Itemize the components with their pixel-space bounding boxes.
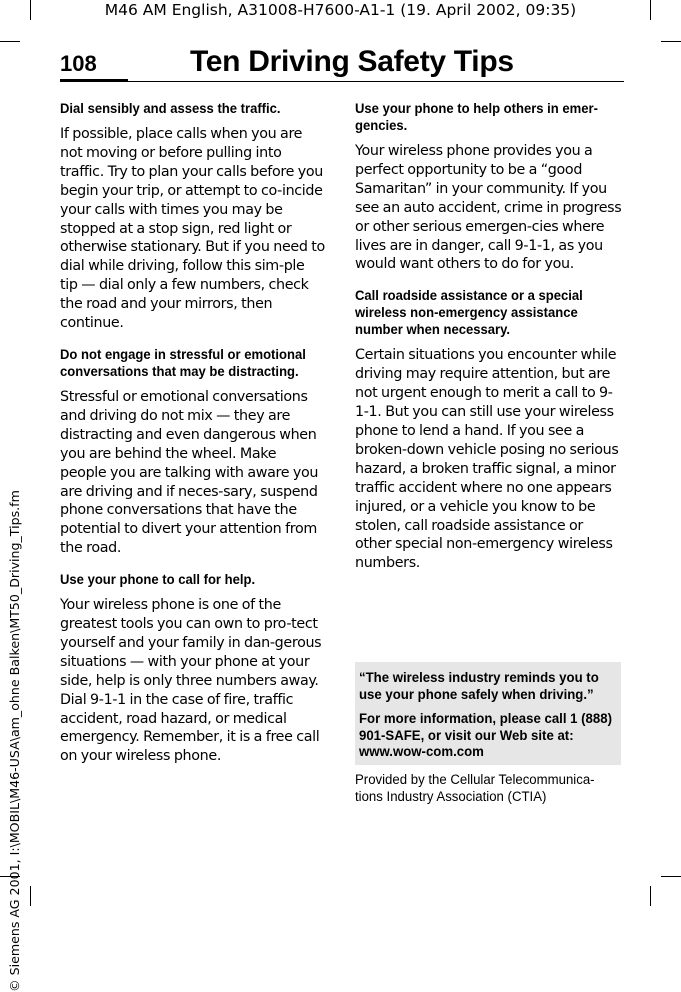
page-number-underline: [60, 79, 128, 82]
tip-section: [60, 572, 325, 766]
safety-reminder-box: [355, 662, 621, 765]
safety-reminder-quote: “The wireless industry reminds you to use your phone safely when driving.”: [359, 670, 599, 703]
title-rule: [128, 81, 624, 82]
document-info-header: M46 AM English, A31008-H7600-A1-1 (19. April 2002, 09:35): [104, 1, 577, 19]
tip-body: Your wireless phone provides you a perfect opportunity to be a “good Samaritan” in your community. If you see an auto accident, crime in progress or other serious emergen-cies where lives are in danger, call 9-1-1, as you would want others to do for you.: [355, 143, 622, 273]
crop-mark-top-left-h: [0, 41, 20, 42]
page-title: Ten Driving Safety Tips: [190, 45, 514, 78]
safety-info-contact: For more information, please call 1 (888) 901-SAFE, or visit our Web site at: www.wow-com.com: [359, 711, 612, 760]
crop-mark-bottom-right-h: [661, 876, 681, 877]
tip-section: [60, 347, 325, 558]
tip-body: If possible, place calls when you are not moving or before pulling into traffic. Try to plan your calls before you begin your trip, or attempt to co-incide your calls with times you may be stopped at a stop sign, red light or otherwise stationary. But if you need to dial while driving, follow this sim-ple tip — dial only a few numbers, check the road and your mirrors, then continue.: [60, 126, 325, 332]
ctia-credit: Provided by the Cellular Telecommunica-tions Industry Association (CTIA): [355, 772, 595, 805]
crop-mark-top-right-h: [661, 41, 681, 42]
crop-mark-bottom-right-v: [650, 886, 651, 906]
tip-heading: Use your phone to help others in emer-gencies.: [355, 101, 598, 134]
safety-reminder-content: [355, 662, 621, 761]
left-column: [60, 101, 325, 780]
tip-section: [355, 288, 622, 573]
tip-heading: Do not engage in stressful or emotional conversations that may be distracting.: [60, 346, 306, 380]
page-number: 108: [60, 51, 97, 76]
crop-mark-bottom-left-v: [30, 886, 31, 906]
copyright-path-note: © Siemens AG 2001, I:\MOBIL\M46-USA\am_ohne Balken\MT50_Driving_Tips.fm: [7, 490, 22, 992]
tip-heading: Use your phone to call for help.: [60, 572, 256, 589]
tip-body: Stressful or emotional conversations and driving do not mix — they are distracting and even dangerous when you are behind the wheel. Make people you are talking with aware you are driving and if neces-sary, suspend phone conversations that have the potential to divert your attention from the road.: [60, 388, 319, 557]
right-column: [355, 101, 622, 587]
tip-body: Your wireless phone is one of the greatest tools you can own to pro-tect yourself and your family in dan-gerous situations — with your phone at your side, help is only three numbers away. Dial 9-1-1 in the case of fire, traffic accident, road hazard, or medical emergency. Remember, it is a free call on your wireless phone.: [60, 597, 322, 765]
tip-section: [60, 101, 325, 333]
tip-body: Certain situations you encounter while driving may require attention, but are not urgent enough to merit a call to 9-1-1. But you can still use your wireless phone to lend a hand. If you see a broken-down vehicle posing no serious hazard, a broken traffic signal, a minor traffic accident where no one appears injured, or a vehicle you know to be stolen, call roadside assistance or other special non-emergency wireless numbers.: [355, 347, 619, 572]
tip-heading: Call roadside assistance or a special wireless non-emergency assistance number when necessary.: [355, 288, 583, 339]
tip-section: [355, 101, 622, 274]
tip-heading: Dial sensibly and assess the traffic.: [60, 101, 281, 117]
